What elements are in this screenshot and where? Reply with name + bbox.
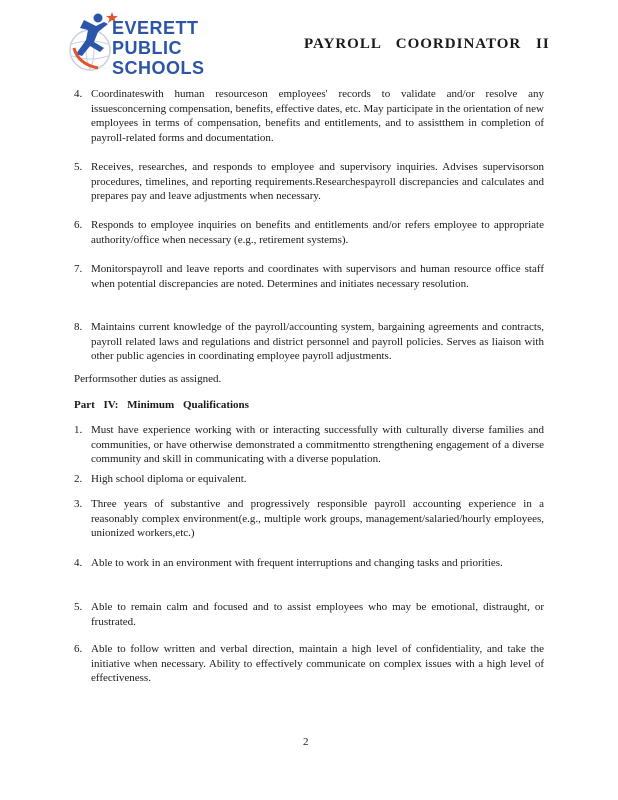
other-duties: Performsother duties as assigned. (74, 373, 222, 385)
item-number: 7. (74, 263, 83, 275)
item-number: 1. (74, 424, 83, 436)
item-number: 8. (74, 321, 83, 333)
item-text: Receives, researches, and responds to employee and supervisory inquiries. Advises supervisorson procedures, timelines, and reporting requirements.Researchespayroll discrepancies and calculates and prepares pay and leave adjustments when necessary. (91, 161, 544, 203)
item-number: 6. (74, 219, 83, 231)
section-heading: Part IV: Minimum Qualifications (74, 399, 249, 411)
item-number: 5. (74, 601, 83, 613)
logo-line: PUBLIC (112, 38, 182, 58)
item-number: 3. (74, 498, 83, 510)
district-logo (68, 8, 248, 82)
item-text: Able to work in an environment with frequent interruptions and changing tasks and priorities. (91, 557, 503, 569)
document-title: PAYROLL COORDINATOR II (304, 36, 550, 52)
logo-line: SCHOOLS (112, 58, 205, 78)
logo-line: EVERETT (112, 18, 199, 38)
item-text: Must have experience working with or interacting successfully with culturally diverse families and communities, or have otherwise demonstrated a commitmentto strengthening engagement of a diverse community and skill in communicating with a diverse population. (91, 424, 544, 466)
item-number: 5. (74, 161, 83, 173)
runner-globe-icon (68, 8, 118, 78)
page-number: 2 (303, 736, 309, 748)
item-text: Three years of substantive and progressively responsible payroll accounting experience in a reasonably complex environment(e.g., multiple work groups, management/salaried/hourly employees, unionized workers,etc.) (91, 498, 544, 540)
item-text: Able to remain calm and focused and to assist employees who may be emotional, distraught, or frustrated. (91, 601, 544, 628)
item-number: 2. (74, 473, 83, 485)
item-text: High school diploma or equivalent. (91, 473, 247, 485)
item-number: 4. (74, 557, 83, 569)
item-number: 6. (74, 643, 83, 655)
logo-text (112, 18, 205, 78)
item-text: Maintains current knowledge of the payroll/accounting system, bargaining agreements and contracts, payroll related laws and regulations and district personnel and payroll policies. Serves as liaison with other public agencies in coordinating employee payroll adjustments. (91, 321, 544, 363)
item-number: 4. (74, 88, 83, 100)
item-text: Able to follow written and verbal direction, maintain a high level of confidentiality, and take the initiative when necessary. Ability to effectively communicate on complex issues with a high level of effectiveness. (91, 643, 544, 685)
item-text: Monitorspayroll and leave reports and coordinates with supervisors and human resource office staff when potential discrepancies are noted. Determines and initiates necessary resolution. (91, 263, 544, 290)
item-text: Responds to employee inquiries on benefits and entitlements and/or refers employee to appropriate authority/office when necessary (e.g., retirement systems). (91, 219, 544, 246)
item-text: Coordinateswith human resourceson employees' records to validate and/or resolve any issuesconcerning compensation, benefits, effective dates, etc. May participate in the orientation of new employees in terms of compensation, benefits and entitlements, and to assistthem in completion of payroll-related forms and documentation. (91, 88, 544, 145)
